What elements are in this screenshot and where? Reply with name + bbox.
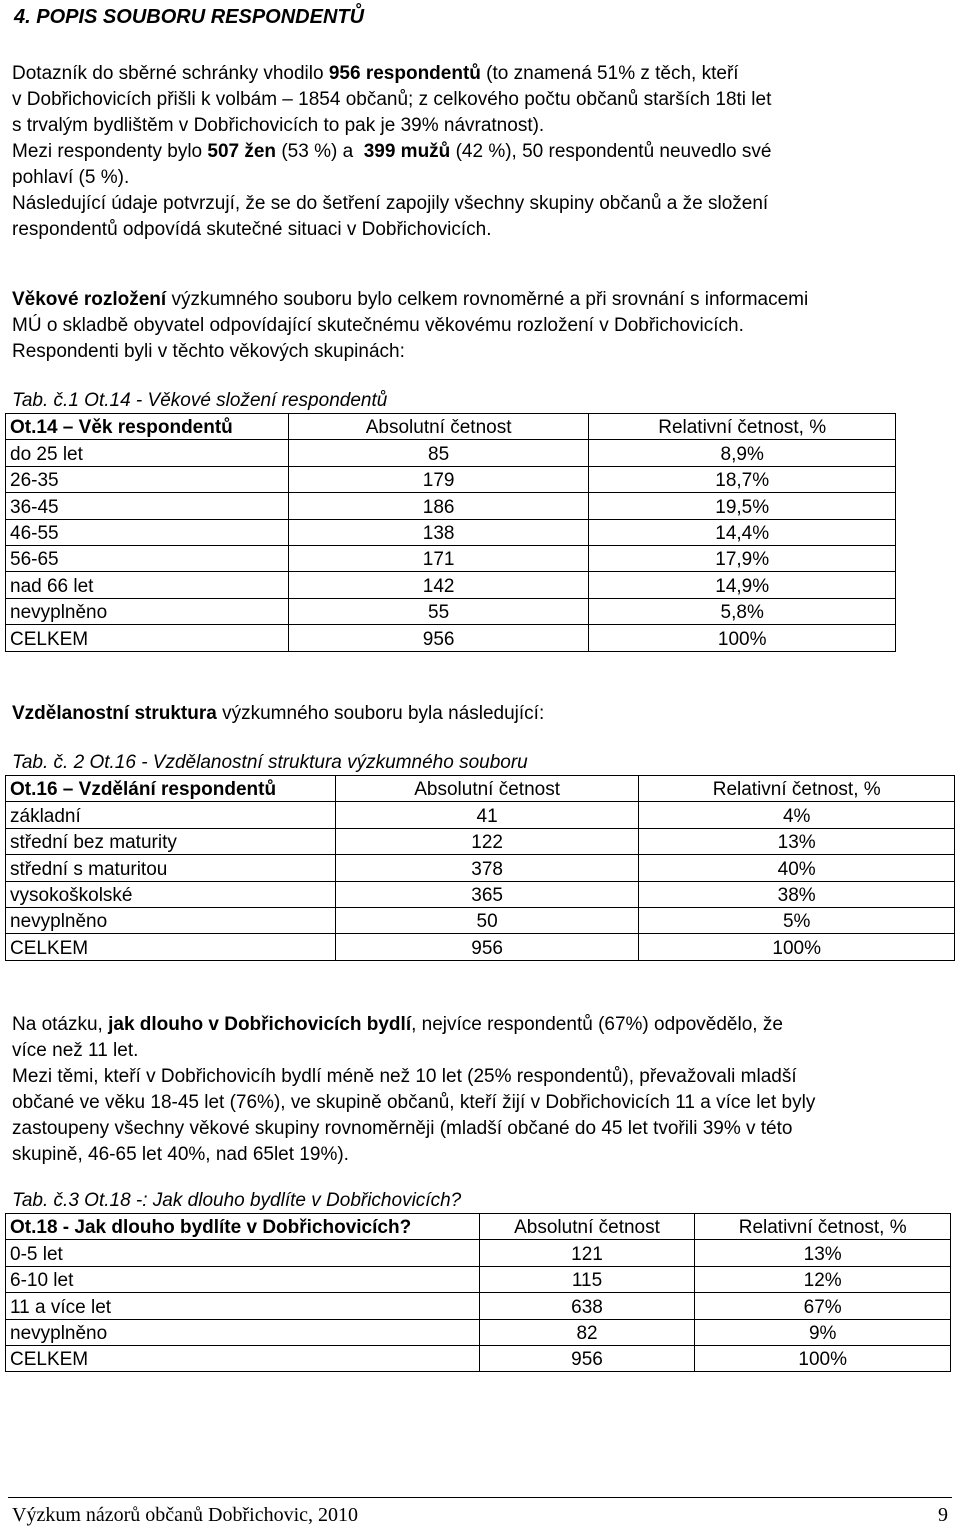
relative-percent-cell: 40% <box>639 855 955 881</box>
absolute-count-cell: 956 <box>479 1345 695 1371</box>
relative-percent-cell: 5% <box>639 907 955 933</box>
living-line: Mezi těmi, kteří v Dobřichovicíh bydlí méně než 10 let (25% respondentů), převažovali mladší <box>12 1066 797 1087</box>
relative-percent-cell: 8,9% <box>589 440 896 466</box>
relative-percent-cell: 100% <box>695 1345 951 1371</box>
intro-line: pohlaví (5 %). <box>12 167 130 188</box>
intro-text: (to znamená 51% z těch, kteří <box>480 63 739 84</box>
age-text: výzkumného souboru bylo celkem rovnoměrné a při srovnání s informacemi <box>166 289 809 310</box>
living-line: zastoupeny všechny věkové skupiny rovnoměrněji (mladší občané do 45 let tvořili 39% v této <box>12 1118 793 1139</box>
table-row <box>6 1319 951 1345</box>
relative-percent-cell: 5,8% <box>589 598 896 624</box>
relative-percent-cell: 18,7% <box>589 466 896 492</box>
table-row <box>6 466 896 492</box>
absolute-count-cell: 365 <box>335 881 639 907</box>
relative-percent-cell: 13% <box>695 1240 951 1266</box>
table-header-cell: Absolutní četnost <box>288 414 589 440</box>
table-header-cell: Ot.16 – Vzdělání respondentů <box>6 776 336 802</box>
intro-paragraph <box>12 61 771 243</box>
table-row <box>6 934 955 960</box>
intro-line: respondentů odpovídá skutečné situaci v Dobřichovicích. <box>12 219 492 240</box>
age-bold: Věkové rozložení <box>12 289 167 310</box>
row-label-cell: 11 a více let <box>6 1293 480 1319</box>
age-table <box>5 413 896 652</box>
relative-percent-cell: 100% <box>639 934 955 960</box>
table-row <box>6 598 896 624</box>
row-label-cell: CELKEM <box>6 1345 480 1371</box>
age-line: MÚ o skladbě obyvatel odpovídající skutečnému věkovému rozložení v Dobřichovicích. <box>12 315 744 336</box>
absolute-count-cell: 142 <box>288 572 589 598</box>
table-row <box>6 907 955 933</box>
row-label-cell: 26-35 <box>6 466 289 492</box>
row-label-cell: nevyplněno <box>6 598 289 624</box>
relative-percent-cell: 14,9% <box>589 572 896 598</box>
row-label-cell: vysokoškolské <box>6 881 336 907</box>
intro-bold: 507 žen <box>207 141 277 162</box>
footer-title: Výzkum názorů občanů Dobřichovic, 2010 <box>12 1504 359 1526</box>
education-table <box>5 775 955 961</box>
row-label-cell: 6-10 let <box>6 1266 480 1292</box>
absolute-count-cell: 82 <box>479 1319 695 1345</box>
intro-line: v Dobřichovicích přišli k volbám – 1854 občanů; z celkového počtu občanů starších 18ti let <box>12 89 772 110</box>
absolute-count-cell: 956 <box>335 934 639 960</box>
table-row <box>6 572 896 598</box>
section-heading: 4. POPIS SOUBORU RESPONDENTŮ <box>14 6 365 28</box>
table-row <box>6 828 955 854</box>
row-label-cell: nevyplněno <box>6 1319 480 1345</box>
intro-bold: 956 respondentů <box>328 63 481 84</box>
education-bold: Vzdělanostní struktura <box>12 703 217 724</box>
intro-bold: 399 mužů <box>363 141 451 162</box>
table3-caption: Tab. č.3 Ot.18 -: Jak dlouho bydlíte v Dobřichovicích? <box>12 1190 462 1211</box>
row-label-cell: nad 66 let <box>6 572 289 598</box>
living-text: Na otázku, <box>12 1014 109 1035</box>
relative-percent-cell: 12% <box>695 1266 951 1292</box>
absolute-count-cell: 171 <box>288 545 589 571</box>
education-text: výzkumného souboru byla následující: <box>216 703 545 724</box>
living-line: skupině, 46-65 let 40%, nad 65let 19%). <box>12 1144 349 1165</box>
row-label-cell: 56-65 <box>6 545 289 571</box>
page-number: 9 <box>938 1504 948 1526</box>
table-header-cell: Relativní četnost, % <box>695 1214 951 1240</box>
intro-line: s trvalým bydlištěm v Dobřichovicích to pak je 39% návratnost). <box>12 115 545 136</box>
age-line: Respondenti byli v těchto věkových skupinách: <box>12 341 405 362</box>
table-header-cell: Ot.18 - Jak dlouho bydlíte v Dobřichovicích? <box>6 1214 480 1240</box>
table-header-row <box>6 1214 951 1240</box>
absolute-count-cell: 179 <box>288 466 589 492</box>
relative-percent-cell: 67% <box>695 1293 951 1319</box>
absolute-count-cell: 186 <box>288 493 589 519</box>
table-row <box>6 855 955 881</box>
intro-text: Dotazník do sběrné schránky vhodilo <box>12 63 329 84</box>
table-row <box>6 1345 951 1371</box>
table1-caption: Tab. č.1 Ot.14 - Věkové složení respondentů <box>12 390 388 411</box>
relative-percent-cell: 17,9% <box>589 545 896 571</box>
row-label-cell: základní <box>6 802 336 828</box>
relative-percent-cell: 14,4% <box>589 519 896 545</box>
table-row <box>6 1266 951 1292</box>
education-paragraph <box>12 701 544 727</box>
table-row <box>6 519 896 545</box>
living-line: více než 11 let. <box>12 1040 139 1061</box>
living-bold: jak dlouho v Dobřichovicích bydlí <box>108 1014 412 1035</box>
age-paragraph <box>12 287 808 365</box>
living-paragraph <box>12 1012 815 1168</box>
intro-text: (42 %), 50 respondentů neuvedlo své <box>450 141 772 162</box>
relative-percent-cell: 4% <box>639 802 955 828</box>
residence-table <box>5 1213 951 1372</box>
table-row <box>6 440 896 466</box>
absolute-count-cell: 50 <box>335 907 639 933</box>
intro-text: (53 %) a <box>276 141 364 162</box>
relative-percent-cell: 13% <box>639 828 955 854</box>
absolute-count-cell: 956 <box>288 625 589 651</box>
living-line: občané ve věku 18-45 let (76%), ve skupině občanů, kteří žijí v Dobřichovicích 11 a více let byly <box>12 1092 816 1113</box>
row-label-cell: 36-45 <box>6 493 289 519</box>
table-row <box>6 881 955 907</box>
relative-percent-cell: 38% <box>639 881 955 907</box>
table-header-cell: Absolutní četnost <box>479 1214 695 1240</box>
table-header-cell: Absolutní četnost <box>335 776 639 802</box>
row-label-cell: CELKEM <box>6 625 289 651</box>
row-label-cell: střední s maturitou <box>6 855 336 881</box>
row-label-cell: CELKEM <box>6 934 336 960</box>
absolute-count-cell: 122 <box>335 828 639 854</box>
living-text: , nejvíce respondentů (67%) odpovědělo, že <box>411 1014 783 1035</box>
intro-line: Následující údaje potvrzují, že se do šetření zapojily všechny skupiny občanů a že složení <box>12 193 769 214</box>
intro-text: Mezi respondenty bylo <box>12 141 208 162</box>
absolute-count-cell: 378 <box>335 855 639 881</box>
table-row <box>6 493 896 519</box>
table-row <box>6 1240 951 1266</box>
relative-percent-cell: 9% <box>695 1319 951 1345</box>
relative-percent-cell: 19,5% <box>589 493 896 519</box>
table-header-cell: Ot.14 – Věk respondentů <box>6 414 289 440</box>
absolute-count-cell: 121 <box>479 1240 695 1266</box>
table-header-row <box>6 414 896 440</box>
table-header-cell: Relativní četnost, % <box>589 414 896 440</box>
table-row <box>6 1293 951 1319</box>
absolute-count-cell: 638 <box>479 1293 695 1319</box>
absolute-count-cell: 138 <box>288 519 589 545</box>
row-label-cell: do 25 let <box>6 440 289 466</box>
absolute-count-cell: 41 <box>335 802 639 828</box>
row-label-cell: 0-5 let <box>6 1240 480 1266</box>
relative-percent-cell: 100% <box>589 625 896 651</box>
absolute-count-cell: 115 <box>479 1266 695 1292</box>
table2-caption: Tab. č. 2 Ot.16 - Vzdělanostní struktura výzkumného souboru <box>12 752 528 773</box>
table-row <box>6 625 896 651</box>
absolute-count-cell: 85 <box>288 440 589 466</box>
row-label-cell: 46-55 <box>6 519 289 545</box>
table-row <box>6 545 896 571</box>
row-label-cell: nevyplněno <box>6 907 336 933</box>
table-header-row <box>6 776 955 802</box>
table-row <box>6 802 955 828</box>
table-header-cell: Relativní četnost, % <box>639 776 955 802</box>
footer-rule <box>8 1497 952 1498</box>
row-label-cell: střední bez maturity <box>6 828 336 854</box>
absolute-count-cell: 55 <box>288 598 589 624</box>
